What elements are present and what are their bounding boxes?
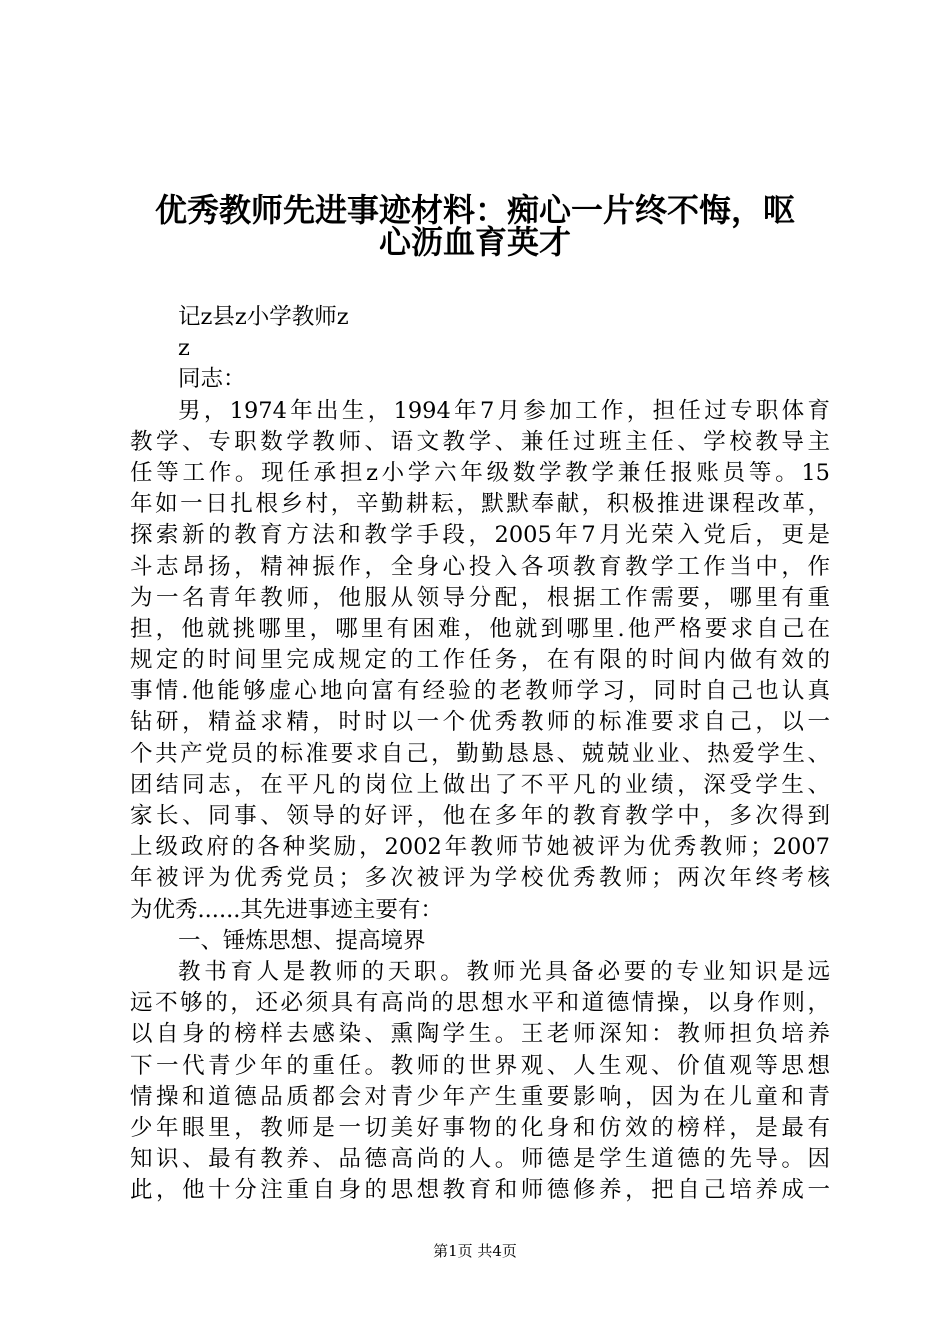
body-text-line: 教学、专职数学教师、语文教学、兼任过班主任、学校教导主 xyxy=(130,428,830,455)
body-text-line: 远不够的，还必须具有高尚的思想水平和道德情操，以身作则， xyxy=(130,990,830,1017)
body-text-line: 家长、同事、领导的好评，他在多年的教育教学中，多次得到 xyxy=(130,803,830,829)
body-text-line: 团结同志，在平凡的岗位上做出了不平凡的业绩，深受学生、 xyxy=(130,771,830,798)
body-text-line: 此，他十分注重自身的思想教育和师德修养，把自己培养成一 xyxy=(130,1177,830,1204)
body-text-line: 为优秀......其先进事迹主要有： xyxy=(130,896,443,923)
body-text-line: 情操和道德品质都会对青少年产生重要影响，因为在儿童和青 xyxy=(130,1083,830,1110)
body-text-line: z xyxy=(178,335,190,362)
document-title-line-2: 心沥血育英才 xyxy=(378,223,571,261)
body-text-line: 事情.他能够虚心地向富有经验的老教师学习，同时自己也认真 xyxy=(130,678,830,705)
page-footer: 第1页 共4页 xyxy=(433,1242,517,1260)
body-text-line: 探索新的教育方法和教学手段，2005年7月光荣入党后，更是 xyxy=(130,522,830,549)
body-text-line: 钻研，精益求精，时时以一个优秀教师的标准要求自己，以一 xyxy=(130,709,830,736)
body-text-line: 知识、最有教养、品德高尚的人。师德是学生道德的先导。因 xyxy=(130,1146,830,1173)
body-text-line: 教书育人是教师的天职。教师光具备必要的专业知识是远 xyxy=(178,958,830,985)
body-text-line: 记z县z小学教师z xyxy=(178,304,349,330)
body-text-line: 斗志昂扬，精神振作，全身心投入各项教育教学工作当中，作 xyxy=(130,553,830,580)
body-text-line: 男，1974年出生，1994年7月参加工作，担任过专职体育 xyxy=(178,397,830,424)
body-text-line: 上级政府的各种奖励，2002年教师节她被评为优秀教师；2007 xyxy=(130,834,830,861)
body-text-line: 为一名青年教师，他服从领导分配，根据工作需要，哪里有重 xyxy=(130,584,830,611)
body-text-line: 同志： xyxy=(178,366,246,393)
body-text-line: 少年眼里，教师是一切美好事物的化身和仿效的榜样，是最有 xyxy=(130,1114,830,1141)
body-text-line: 以自身的榜样去感染、熏陶学生。王老师深知：教师担负培养 xyxy=(130,1021,830,1048)
document-title-line-1: 优秀教师先进事迹材料：痴心一片终不悔，呕 xyxy=(154,191,795,229)
body-text-line: 年如一日扎根乡村，辛勤耕耘，默默奉献，积极推进课程改革， xyxy=(130,491,830,518)
body-text-line: 担，他就挑哪里，哪里有困难，他就到哪里.他严格要求自己在 xyxy=(130,615,830,642)
body-text-line: 下一代青少年的重任。教师的世界观、人生观、价值观等思想 xyxy=(130,1052,830,1079)
document-body xyxy=(130,302,830,1206)
body-text-line: 年被评为优秀党员；多次被评为学校优秀教师；两次年终考核 xyxy=(130,865,830,892)
body-text-line: 规定的时间里完成规定的工作任务，在有限的时间内做有效的 xyxy=(130,647,830,674)
body-text-line: 任等工作。现任承担z小学六年级数学教学兼任报账员等。15 xyxy=(130,459,830,486)
body-text-line: 一、锤炼思想、提高境界 xyxy=(178,927,426,954)
body-text-line: 个共产党员的标准要求自己，勤勤恳恳、兢兢业业、热爱学生、 xyxy=(130,740,830,767)
